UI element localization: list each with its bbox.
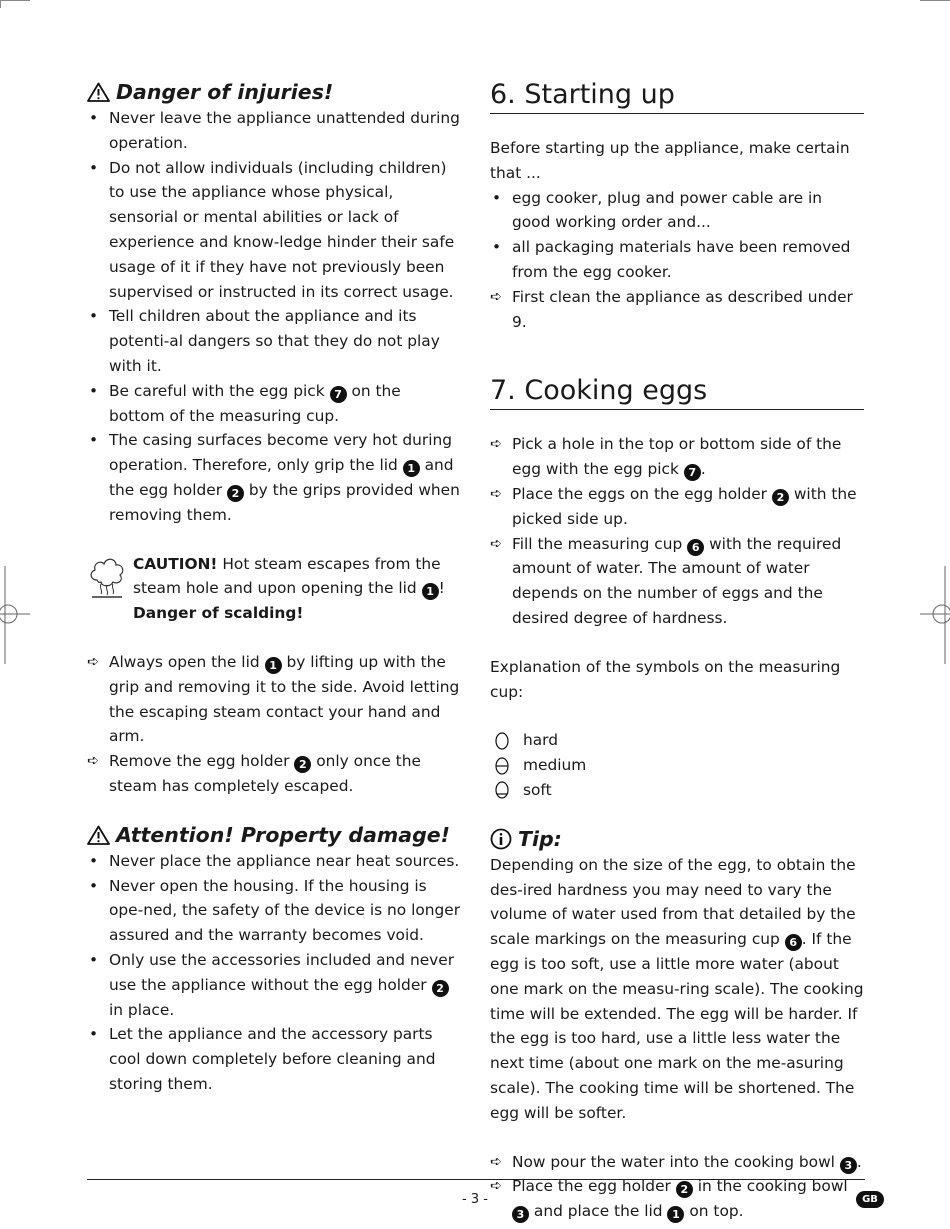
- symbol-row-medium: medium: [490, 753, 864, 778]
- list-item: • Tell children about the appliance and its potenti-al dangers so that they do not play with it.: [87, 304, 461, 378]
- warning-triangle-icon: [87, 825, 110, 845]
- registration-mark-right: [920, 566, 950, 664]
- instruction-step: ➪ Fill the measuring cup 6 with the required amount of water. The amount of water depends on the number of eggs and the desired degree of hardness.: [490, 532, 864, 631]
- arrow-icon: ➪: [87, 753, 99, 770]
- part-number-badge: 1: [403, 460, 420, 477]
- egg-hard-icon: [495, 732, 509, 750]
- arrow-icon: ➪: [490, 1178, 502, 1195]
- part-number-badge: 2: [676, 1181, 693, 1198]
- instruction-step: ➪ Remove the egg holder 2 only once the steam has completely escaped.: [87, 749, 461, 799]
- part-number-badge: 1: [422, 583, 439, 600]
- part-number-badge: 1: [667, 1206, 684, 1223]
- cooking-steps: [490, 432, 864, 630]
- part-number-badge: 3: [512, 1206, 529, 1223]
- page-number: - 3 -: [462, 1192, 488, 1207]
- list-item: • Never open the housing. If the housing is ope-ned, the safety of the device is no longer assured and the warranty becomes void.: [87, 874, 461, 948]
- part-number-badge: 1: [265, 657, 282, 674]
- list-item: • Let the appliance and the accessory parts cool down completely before cleaning and storing them.: [87, 1022, 461, 1096]
- attention-heading: [87, 821, 461, 849]
- list-item: • all packaging materials have been removed from the egg cooker.: [490, 235, 864, 285]
- info-icon: [490, 828, 512, 850]
- symbol-row-soft: soft: [490, 778, 864, 803]
- instruction-step: ➪ Place the eggs on the egg holder 2 with the picked side up.: [490, 482, 864, 532]
- attention-heading-text: Attention! Property damage!: [116, 822, 451, 847]
- registration-mark-left: [0, 566, 30, 664]
- instruction-step: ➪ First clean the appliance as described under 9.: [490, 285, 864, 335]
- left-column: [87, 78, 461, 1097]
- tip-heading-text: Tip:: [518, 826, 562, 851]
- caution-text: CAUTION! Hot steam escapes from the steam hole and upon opening the lid 1 ! Danger of scalding!: [133, 554, 445, 623]
- part-number-badge: 6: [785, 934, 802, 951]
- part-number-badge: 2: [227, 485, 244, 502]
- crop-mark: [920, 0, 950, 1]
- starting-up-checklist: [490, 186, 864, 285]
- instruction-step: ➪ Always open the lid 1 by lifting up with the grip and removing it to the side. Avoid letting the escaping steam contact your hand and arm.: [87, 650, 461, 749]
- list-item: • Do not allow individuals (including children) to use the appliance whose physical, sensorial or mental abilities or lack of experience and know-ledge hinder their safe usage of it if they have not previously been supervised or instructed in its correct usage.: [87, 156, 461, 305]
- symbol-row-hard: hard: [490, 728, 864, 753]
- symbols-intro: Explanation of the symbols on the measuring cup:: [490, 657, 841, 701]
- egg-soft-icon: [495, 781, 509, 799]
- list-item-egg-pick: • Be careful with the egg pick 7 on the bottom of the measuring cup.: [87, 379, 461, 429]
- part-number-badge: 3: [840, 1157, 857, 1174]
- warning-triangle-icon: [87, 82, 110, 102]
- section-title-starting-up: 6. Starting up: [490, 78, 864, 114]
- starting-up-steps: [490, 285, 864, 335]
- list-item-accessories: • Only use the accessories included and never use the appliance without the egg holder 2 in place.: [87, 948, 461, 1022]
- arrow-icon: ➪: [490, 485, 502, 502]
- arrow-icon: ➪: [490, 535, 502, 552]
- part-number-badge: 7: [330, 386, 347, 403]
- hot-steam-icon: [87, 552, 129, 626]
- instruction-step: ➪ Place the egg holder 2 in the cooking bowl 3 and place the lid 1 on top.: [490, 1174, 864, 1224]
- danger-heading-text: Danger of injuries!: [116, 80, 334, 104]
- crop-mark: [0, 0, 30, 1]
- instruction-step: ➪ Now pour the water into the cooking bowl 3 .: [490, 1150, 864, 1175]
- part-number-badge: 2: [772, 489, 789, 506]
- starting-up-intro: Before starting up the appliance, make certain that ...: [490, 139, 850, 182]
- instruction-step: ➪ Pick a hole in the top or bottom side of the egg with the egg pick 7 .: [490, 432, 864, 482]
- danger-list: [87, 106, 461, 528]
- egg-medium-icon: [495, 757, 509, 775]
- list-item: • Never leave the appliance unattended during operation.: [87, 106, 461, 156]
- arrow-icon: ➪: [490, 288, 502, 305]
- footer-rule: [87, 1179, 865, 1180]
- arrow-icon: ➪: [87, 653, 99, 670]
- part-number-badge: 6: [687, 539, 704, 556]
- arrow-icon: ➪: [490, 436, 502, 453]
- arrow-icon: ➪: [490, 1153, 502, 1170]
- tip-text: Depending on the size of the egg, to obtain the des-ired hardness you may need to vary the volume of water used from that detailed by the scale markings on the measuring cup 6 . If the egg is too soft, use a little more water (about one mark on the measu-ring scale). The cooking time will be extended. The egg will be harder. If the egg is too hard, use a little less water the next time (about one mark on the me-asuring scale). The cooking time will be shortened. The egg will be softer.: [490, 855, 864, 1122]
- list-item: • egg cooker, plug and power cable are in good working order and...: [490, 186, 864, 236]
- caution-label: CAUTION!: [133, 554, 218, 573]
- crop-mark: [0, 0, 1, 8]
- caution-block: [87, 552, 461, 626]
- language-badge: GB: [856, 1191, 884, 1208]
- list-item: • Never place the appliance near heat sources.: [87, 849, 461, 874]
- danger-heading: [87, 78, 461, 106]
- part-number-badge: 2: [294, 756, 311, 773]
- scalding-warning: Danger of scalding!: [133, 604, 304, 623]
- right-column: [490, 78, 864, 1224]
- attention-list: [87, 849, 461, 1097]
- part-number-badge: 7: [684, 464, 701, 481]
- steam-steps: [87, 650, 461, 799]
- tip-heading: [490, 825, 864, 853]
- section-title-cooking-eggs: 7. Cooking eggs: [490, 374, 864, 410]
- part-number-badge: 2: [432, 980, 449, 997]
- list-item-casing: • The casing surfaces become very hot during operation. Therefore, only grip the lid 1 and the egg holder 2 by the grips provided when removing them.: [87, 428, 461, 527]
